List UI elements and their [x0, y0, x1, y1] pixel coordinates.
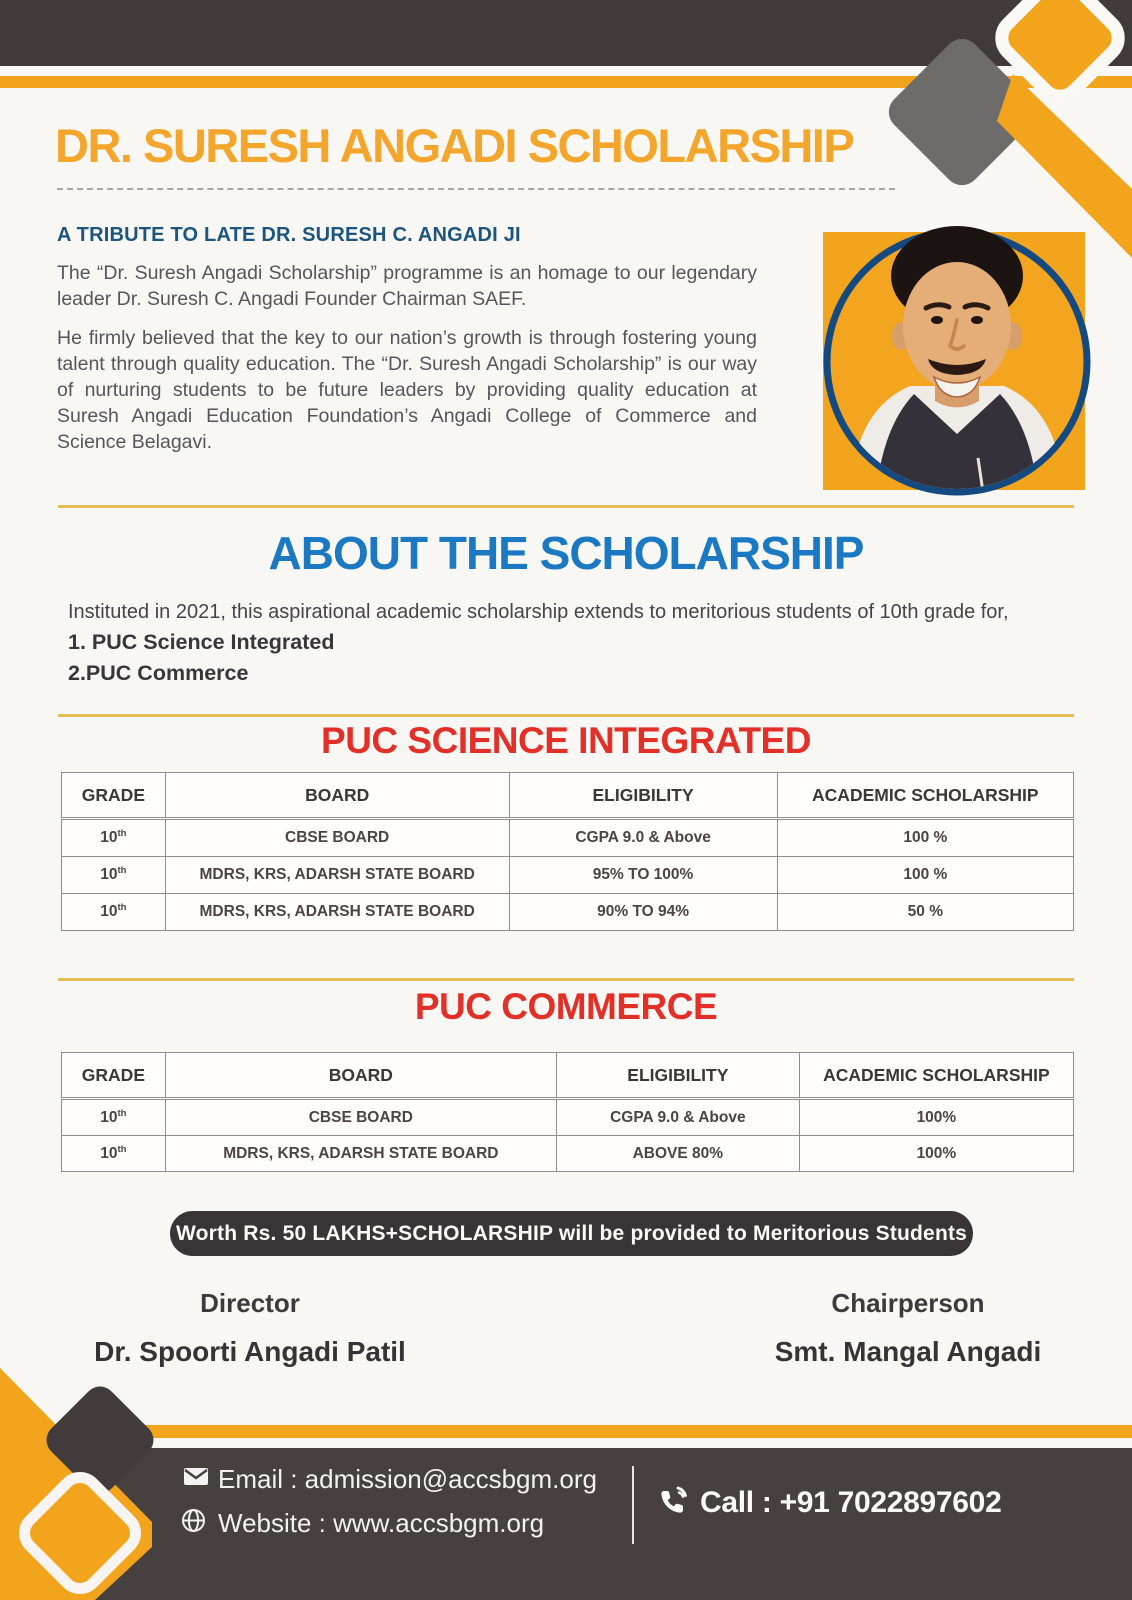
commerce-table-title: PUC COMMERCE [414, 986, 718, 1027]
course-item: 2.PUC Commerce [68, 661, 249, 685]
column-header: GRADE [62, 773, 166, 819]
column-header: ELIGIBILITY [509, 773, 777, 819]
table-cell: 100% [799, 1099, 1073, 1136]
founder-portrait-photo [810, 196, 1100, 502]
signatory-chairperson [748, 1288, 1068, 1368]
table-header-row [62, 1053, 1074, 1099]
table-cell: 10th [62, 819, 166, 857]
table-cell: 90% TO 94% [509, 894, 777, 931]
table-cell: 100 % [777, 857, 1073, 894]
table-row [62, 1099, 1074, 1136]
science-table-title: PUC SCIENCE INTEGRATED [321, 720, 811, 761]
table-cell: 10th [62, 1136, 166, 1172]
phone-icon [656, 1482, 692, 1518]
column-header: BOARD [165, 1053, 556, 1099]
table-row [62, 1136, 1074, 1172]
tribute-section [57, 224, 757, 455]
signatory-name: Dr. Spoorti Angadi Patil [94, 1336, 406, 1367]
worth-banner: Worth Rs. 50 LAKHS+SCHOLARSHIP will be provided to Meritorious Students [170, 1211, 973, 1256]
section-divider [58, 505, 1074, 508]
signatory-role: Chairperson [831, 1288, 985, 1318]
page-title: DR. SURESH ANGADI SCHOLARSHIP [55, 119, 854, 172]
footer-call: Call : +91 7022897602 [700, 1486, 1002, 1519]
column-header: ACADEMIC SCHOLARSHIP [777, 773, 1073, 819]
table-row [62, 894, 1074, 931]
column-header: ELIGIBILITY [556, 1053, 799, 1099]
signatory-name: Smt. Mangal Angadi [774, 1336, 1042, 1367]
tribute-paragraph: The “Dr. Suresh Angadi Scholarship” programme is an homage to our legendary leader Dr. Suresh C. Angadi Founder Chairman SAEF. [57, 262, 757, 310]
signatory-role: Director [200, 1288, 300, 1318]
table-cell: 100% [799, 1136, 1073, 1172]
table-cell: MDRS, KRS, ADARSH STATE BOARD [165, 1136, 556, 1172]
table-cell: CBSE BOARD [165, 819, 509, 857]
about-intro: Instituted in 2021, this aspirational academic scholarship extends to meritorious students of 10th grade for, [68, 601, 1009, 623]
table-cell: CGPA 9.0 & Above [509, 819, 777, 857]
table-cell: ABOVE 80% [556, 1136, 799, 1172]
table-cell: CBSE BOARD [165, 1099, 556, 1136]
table-cell: 10th [62, 1099, 166, 1136]
bottom-left-decoration [0, 1362, 185, 1600]
table-header-row [62, 773, 1074, 819]
footer-website: Website : www.accsbgm.org [218, 1508, 545, 1538]
table-cell: MDRS, KRS, ADARSH STATE BOARD [165, 857, 509, 894]
tribute-paragraph: He firmly believed that the key to our nation’s growth is through fostering young talent through quality education. The “Dr. Suresh Angadi Scholarship” is our way of nurturing students to be future leaders by providing quality education at Suresh Angadi Education Foundation’s Angadi College of Commerce and Science Belagavi. [57, 327, 757, 453]
table-cell: 10th [62, 894, 166, 931]
dashed-divider [57, 188, 895, 190]
commerce-scholarship-table [61, 1052, 1074, 1172]
course-item: 1. PUC Science Integrated [68, 630, 335, 654]
about-course-list [68, 627, 334, 689]
footer-email: Email : admission@accsbgm.org [218, 1464, 597, 1494]
footer-vertical-divider [632, 1466, 634, 1544]
table-row [62, 857, 1074, 894]
table-cell: 10th [62, 857, 166, 894]
table-cell: 95% TO 100% [509, 857, 777, 894]
table-cell: 50 % [777, 894, 1073, 931]
column-header: ACADEMIC SCHOLARSHIP [799, 1053, 1073, 1099]
signatory-director [90, 1288, 410, 1368]
table-cell: CGPA 9.0 & Above [556, 1099, 799, 1136]
tribute-heading: A TRIBUTE TO LATE DR. SURESH C. ANGADI JI [57, 224, 521, 246]
table-cell: MDRS, KRS, ADARSH STATE BOARD [165, 894, 509, 931]
envelope-icon [183, 1467, 209, 1486]
column-header: GRADE [62, 1053, 166, 1099]
table-row [62, 819, 1074, 857]
column-header: BOARD [165, 773, 509, 819]
about-heading: ABOUT THE SCHOLARSHIP [268, 527, 864, 579]
section-divider [58, 714, 1074, 717]
section-divider [58, 978, 1074, 981]
table-cell: 100 % [777, 819, 1073, 857]
science-scholarship-table [61, 772, 1074, 931]
